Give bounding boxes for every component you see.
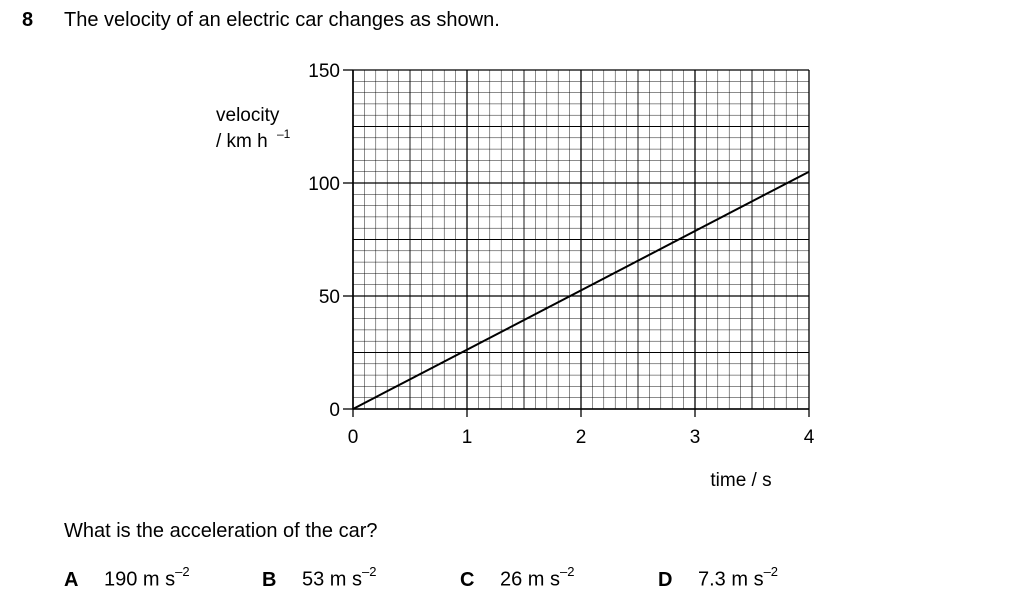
y-tick-label: 150 <box>308 61 340 82</box>
option-letter: D <box>658 568 673 591</box>
option-exponent: –2 <box>362 564 377 579</box>
y-tick-label: 50 <box>318 287 340 308</box>
y-axis-unit: / km h <box>216 131 268 152</box>
y-axis-unit-exponent: –1 <box>277 127 291 141</box>
option-value: 7.3 m s <box>698 568 764 591</box>
question-number: 8 <box>22 9 34 31</box>
question-prompt: What is the acceleration of the car? <box>64 520 378 542</box>
option-letter: B <box>262 568 277 591</box>
x-tick-label: 0 <box>347 427 359 448</box>
x-tick-label: 4 <box>803 427 815 448</box>
option-exponent: –2 <box>763 564 779 579</box>
option-value: 26 m s <box>500 568 561 591</box>
option-c[interactable] <box>460 566 575 592</box>
question-stem: The velocity of an electric car changes as shown. <box>64 9 500 31</box>
option-value: 53 m s <box>302 568 363 591</box>
x-tick-label: 1 <box>461 427 473 448</box>
option-value: 190 m s <box>104 568 176 591</box>
option-b[interactable] <box>262 566 377 592</box>
option-exponent: –2 <box>175 564 190 579</box>
option-letter: C <box>460 568 475 591</box>
x-tick-label: 2 <box>575 427 587 448</box>
y-axis-label: velocity <box>216 105 280 126</box>
y-tick-label: 0 <box>329 400 340 421</box>
x-tick-label: 3 <box>689 427 701 448</box>
x-axis-label: time / s <box>710 470 772 491</box>
y-tick-label: 100 <box>308 174 340 195</box>
option-d[interactable] <box>658 566 778 592</box>
option-a[interactable] <box>64 566 190 592</box>
option-letter: A <box>64 568 79 591</box>
option-exponent: –2 <box>560 564 575 579</box>
